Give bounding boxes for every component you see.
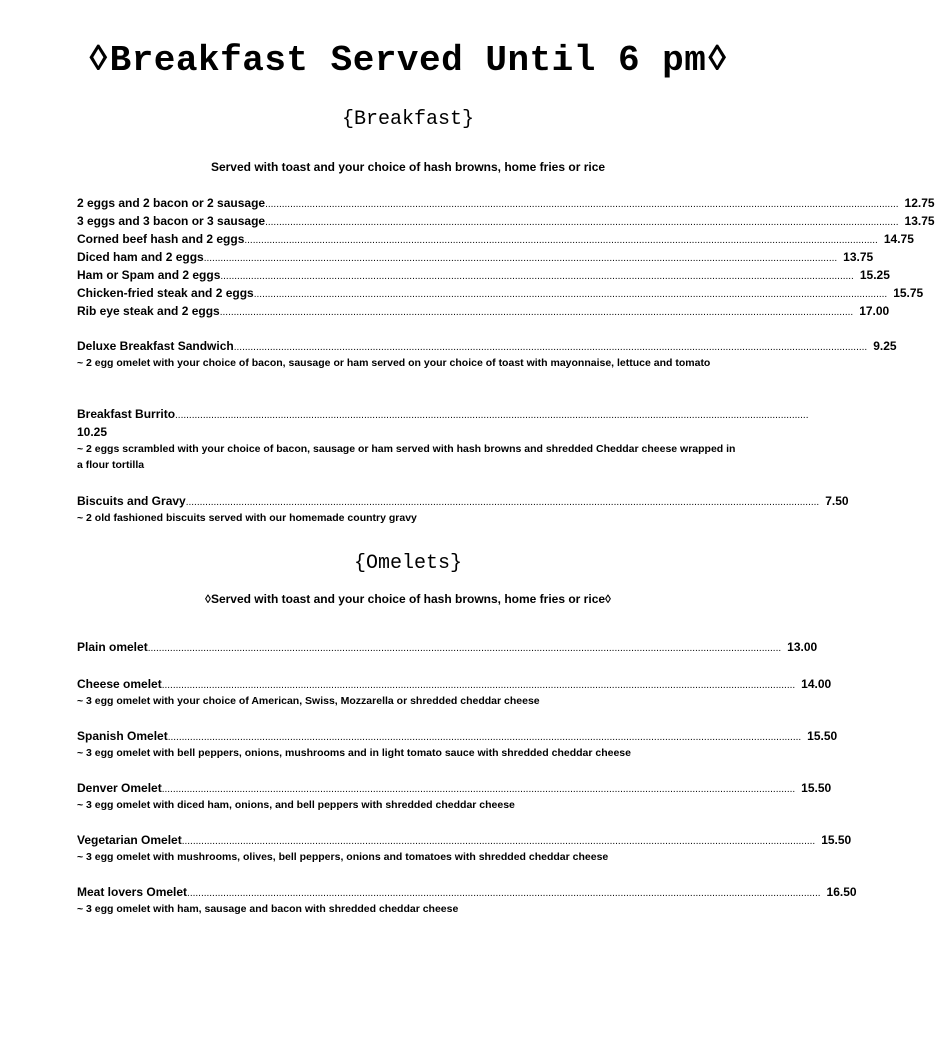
item-name: Cheese omelet [77, 677, 162, 691]
item-name: Plain omelet [77, 640, 148, 654]
breakfast-heading: {Breakfast} [341, 108, 475, 131]
breakfast-intro: Served with toast and your choice of hash browns, home fries or rice [210, 160, 606, 174]
item-price: 15.75 [893, 286, 924, 300]
menu-item [77, 302, 890, 320]
item-price: 14.75 [883, 232, 914, 246]
dot-leader: .................................................................................................................................................................................................................................... [167, 732, 802, 743]
item-price: 15.50 [801, 781, 832, 795]
dot-leader: .................................................................................................................................................................................................................................... [253, 289, 888, 300]
item-price: 7.50 [825, 494, 849, 508]
item-price: 13.75 [904, 214, 935, 228]
menu-item [77, 284, 924, 302]
item-name: Meat lovers Omelet [77, 885, 188, 899]
item-name: Biscuits and Gravy [77, 494, 186, 508]
dot-leader: .................................................................................................................................................................................................................................... [233, 342, 868, 353]
menu-item [77, 212, 935, 230]
item-price: 13.00 [787, 640, 818, 654]
item-price: 16.50 [826, 885, 857, 899]
item-price: 15.50 [821, 833, 852, 847]
item-price: 10.25 [77, 425, 108, 439]
item-name: 2 eggs and 2 bacon or 2 sausage [77, 196, 266, 210]
dot-leader: .................................................................................................................................................................................................................................... [265, 199, 899, 210]
dot-leader: .................................................................................................................................................................................................................................... [244, 235, 878, 246]
menu-item-burrito [77, 405, 809, 473]
menu-title: ◊Breakfast Served Until 6 pm◊ [87, 40, 729, 81]
item-description: ~ 3 egg omelet with diced ham, onions, and bell peppers with shredded cheddar cheese [77, 799, 515, 811]
omelets-intro: ◊Served with toast and your choice of hash browns, home fries or rice◊ [205, 592, 611, 606]
menu-item-biscuits [77, 492, 849, 526]
item-description: ~ 3 egg omelet with ham, sausage and bacon with shredded cheddar cheese [77, 903, 459, 915]
item-name: Diced ham and 2 eggs [77, 250, 204, 264]
item-description: ~ 2 eggs scrambled with your choice of bacon, sausage or ham served with hash browns and shredded Cheddar cheese wrapped in a flour tortilla [77, 443, 736, 471]
dot-leader: .................................................................................................................................................................................................................................... [161, 680, 796, 691]
item-name: Denver Omelet [77, 781, 162, 795]
item-name: Deluxe Breakfast Sandwich [77, 339, 234, 353]
dot-leader: .................................................................................................................................................................................................................................... [175, 410, 809, 421]
menu-item [77, 230, 914, 248]
item-price: 14.00 [801, 677, 832, 691]
item-name: Spanish Omelet [77, 729, 168, 743]
item-name: Ham or Spam and 2 eggs [77, 268, 221, 282]
item-price: 17.00 [859, 304, 890, 318]
item-name: 3 eggs and 3 bacon or 3 sausage [77, 214, 266, 228]
item-price: 12.75 [904, 196, 935, 210]
item-price: 15.25 [859, 268, 890, 282]
item-name: Breakfast Burrito [77, 407, 176, 421]
menu-item [77, 727, 838, 761]
dot-leader: .................................................................................................................................................................................................................................... [219, 307, 854, 318]
item-name: Vegetarian Omelet [77, 833, 182, 847]
dot-leader: .................................................................................................................................................................................................................................... [161, 784, 796, 795]
menu-item [77, 194, 935, 212]
menu-item-sandwich [77, 337, 897, 371]
dot-leader: .................................................................................................................................................................................................................................... [187, 888, 821, 899]
item-description: ~ 2 egg omelet with your choice of bacon, sausage or ham served on your choice of toast with mayonnaise, lettuce and tomato [77, 357, 711, 369]
item-price: 15.50 [807, 729, 838, 743]
item-description: ~ 3 egg omelet with mushrooms, olives, bell peppers, onions and tomatoes with shredded cheddar cheese [77, 851, 609, 863]
item-description: ~ 3 egg omelet with bell peppers, onions, mushrooms and in light tomato sauce with shredded cheddar cheese [77, 747, 631, 759]
item-name: Corned beef hash and 2 eggs [77, 232, 245, 246]
dot-leader: .................................................................................................................................................................................................................................... [185, 497, 820, 508]
item-price: 13.75 [843, 250, 874, 264]
menu-item [77, 779, 832, 813]
menu-item [77, 266, 890, 284]
menu-item [77, 638, 818, 656]
menu-item [77, 831, 852, 865]
dot-leader: .................................................................................................................................................................................................................................... [203, 253, 838, 264]
item-description: ~ 3 egg omelet with your choice of American, Swiss, Mozzarella or shredded cheddar cheese [77, 695, 540, 707]
dot-leader: .................................................................................................................................................................................................................................... [181, 836, 816, 847]
item-price: 9.25 [873, 339, 897, 353]
omelets-heading: {Omelets} [353, 552, 463, 575]
dot-leader: .................................................................................................................................................................................................................................... [220, 271, 854, 282]
dot-leader: .................................................................................................................................................................................................................................... [147, 643, 782, 654]
menu-item [77, 883, 857, 917]
dot-leader: .................................................................................................................................................................................................................................... [265, 217, 899, 228]
menu-item [77, 248, 874, 266]
item-name: Chicken-fried steak and 2 eggs [77, 286, 254, 300]
item-description: ~ 2 old fashioned biscuits served with our homemade country gravy [77, 512, 417, 524]
item-name: Rib eye steak and 2 eggs [77, 304, 220, 318]
menu-item [77, 675, 832, 709]
